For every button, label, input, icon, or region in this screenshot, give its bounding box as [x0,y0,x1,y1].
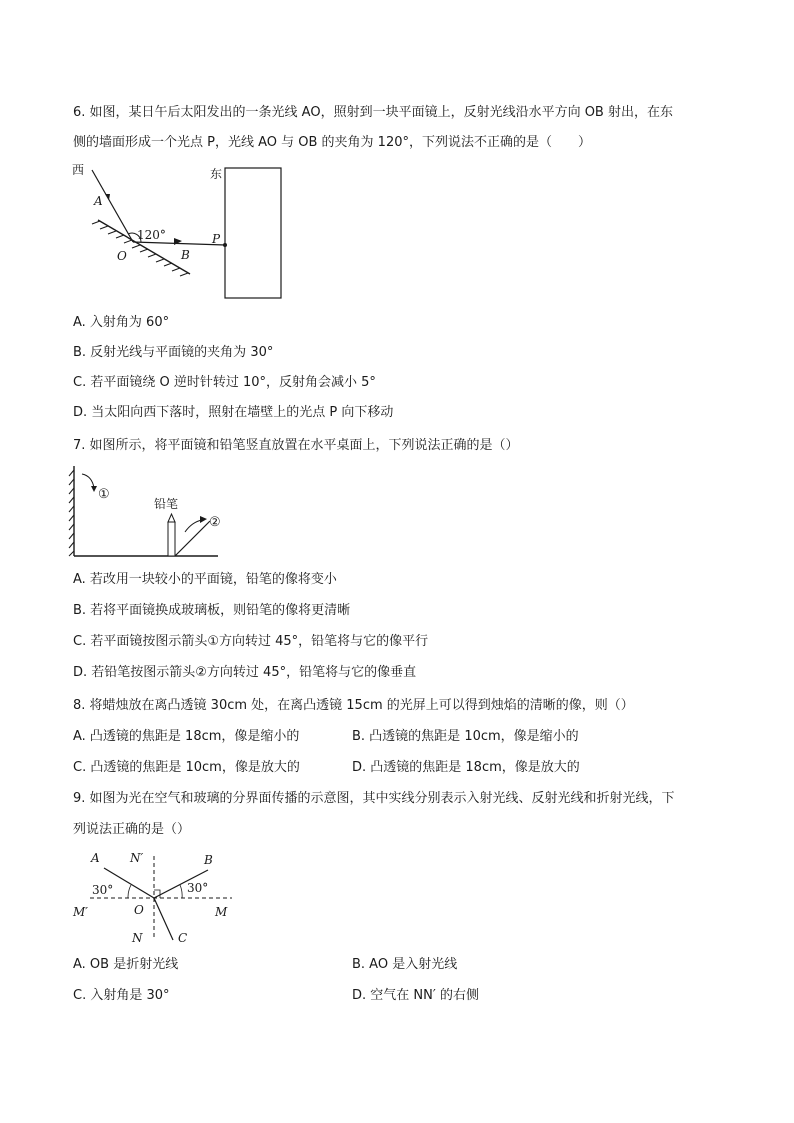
q8-option-d: D. 凸透镜的焦距是 18cm，像是放大的 [352,760,580,775]
q6-fig-west-label: 西 [72,163,85,177]
q7-option-d: D. 若铅笔按图示箭头②方向转过 45°，铅笔将与它的像垂直 [73,665,417,680]
q6-fig-A-label: A [94,194,103,208]
q7-fig-arrow2-label: ② [209,515,221,530]
q9-option-a: A. OB 是折射光线 [73,957,179,972]
q9-fig-N-label: N [132,931,143,945]
q6-fig-angle-label: 120° [137,228,166,242]
q6-figure [70,162,290,302]
q9-option-d: D. 空气在 NN′ 的右侧 [352,988,479,1003]
q7-fig-arrow1-label: ① [98,487,110,502]
q7-option-c: C. 若平面镜按图示箭头①方向转过 45°，铅笔将与它的像平行 [73,634,429,649]
q6-option-d: D. 当太阳向西下落时，照射在墙壁上的光点 P 向下移动 [73,405,394,420]
q9-fig-Nprime-label: N′ [130,851,144,865]
q9-fig-Mprime-label: M′ [73,905,89,919]
q9-fig-A-label: A [91,851,100,865]
q8-option-a: A. 凸透镜的焦距是 18cm，像是缩小的 [73,729,300,744]
q7-option-a: A. 若改用一块较小的平面镜，铅笔的像将变小 [73,572,337,587]
q9-fig-B-label: B [204,853,213,867]
q9-figure [70,846,250,946]
q6-option-a: A. 入射角为 60° [73,315,170,330]
q6-fig-east-label: 东 [210,167,223,181]
q9-fig-O-label: O [134,903,144,917]
q7-option-b: B. 若将平面镜换成玻璃板，则铅笔的像将更清晰 [73,603,351,618]
q9-stem-line2: 列说法正确的是（） [73,822,191,837]
q7-stem: 7. 如图所示，将平面镜和铅笔竖直放置在水平桌面上，下列说法正确的是（） [73,438,519,453]
q6-stem-line1: 6. 如图，某日午后太阳发出的一条光线 AO，照射到一块平面镜上，反射光线沿水平方向 OB 射出，在东 [73,105,673,120]
q6-option-b: B. 反射光线与平面镜的夹角为 30° [73,345,274,360]
q8-option-b: B. 凸透镜的焦距是 10cm，像是缩小的 [352,729,579,744]
q9-fig-angle-left-label: 30° [92,883,114,897]
q8-option-c: C. 凸透镜的焦距是 10cm，像是放大的 [73,760,300,775]
q6-stem-line2: 侧的墙面形成一个光点 P，光线 AO 与 OB 的夹角为 120°，下列说法不正确的是（ ） [73,135,591,150]
q9-stem-line1: 9. 如图为光在空气和玻璃的分界面传播的示意图，其中实线分别表示入射光线、反射光线和折射光线，下 [73,791,675,806]
q9-fig-C-label: C [178,931,188,945]
q6-fig-P-label: P [212,232,221,246]
q6-option-c: C. 若平面镜绕 O 逆时针转过 10°，反射角会减小 5° [73,375,376,390]
q9-fig-angle-right-label: 30° [187,881,209,895]
q9-option-b: B. AO 是入射光线 [352,957,458,972]
q7-fig-pencil-label: 铅笔 [154,497,179,511]
q8-stem: 8. 将蜡烛放在离凸透镜 30cm 处，在离凸透镜 15cm 的光屏上可以得到烛焰的清晰的像，则（） [73,698,634,713]
q9-fig-M-label: M [215,905,228,919]
q9-option-c: C. 入射角是 30° [73,988,170,1003]
q6-fig-O-label: O [117,249,127,263]
q7-figure [68,462,238,562]
q6-fig-B-label: B [181,248,190,262]
